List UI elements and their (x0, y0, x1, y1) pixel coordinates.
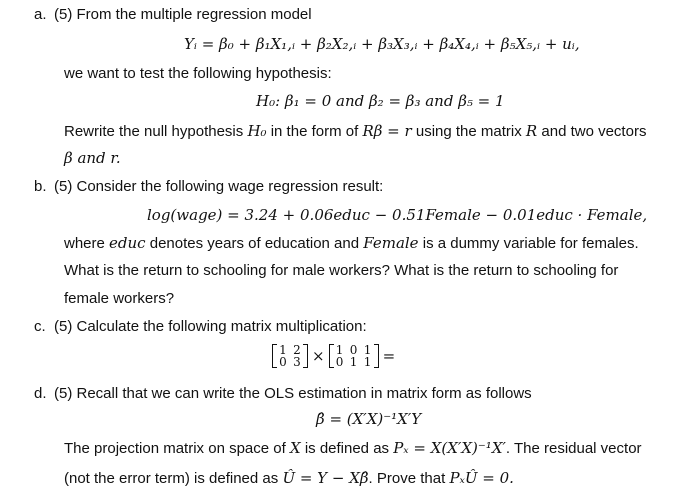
wage-regression-equation: log(wage) = 3.24 + 0.06educ − 0.51Female − 0.01educ · Female, (147, 206, 648, 224)
regression-model-equation: Yᵢ = β₀ + β₁X₁,ᵢ + β₂X₂,ᵢ + β₃X₃,ᵢ + β₄X₄,ᵢ + β₅X₅,ᵢ + uᵢ, (184, 35, 580, 53)
matrix-right: 1 0 1 0 1 1 (329, 344, 379, 368)
part-b-line5: female workers? (64, 290, 175, 307)
matrix-multiplication (272, 341, 395, 371)
part-b-line4: What is the return to schooling for male workers? What is the return to schooling for (64, 262, 619, 279)
null-hypothesis: H₀: β₁ = 0 and β₂ = β₃ and β₅ = 1 (256, 92, 505, 110)
part-a-line2: we want to test the following hypothesis: (64, 65, 332, 82)
part-c-prefix: (5) Calculate the following matrix multiplication: (54, 318, 367, 335)
part-a-line5: β and r. (64, 149, 121, 167)
part-a-line4: Rewrite the null hypothesis H₀ in the form of Rβ = r using the matrix R and two vectors (64, 122, 647, 140)
part-b-prefix: (5) Consider the following wage regression result: (54, 178, 384, 195)
part-d-label: d. (34, 385, 47, 402)
part-c-label: c. (34, 318, 46, 335)
part-d-line3: The projection matrix on space of X is defined as Pₓ = X(X′X)⁻¹X′. The residual vector (64, 439, 642, 457)
matrix-left: 1 2 0 3 (272, 344, 308, 368)
part-a-prefix: (5) From the multiple regression model (54, 6, 312, 23)
part-d-prefix: (5) Recall that we can write the OLS estimation in matrix form as follows (54, 385, 532, 402)
part-d-line4: (not the error term) is defined as Û = Y − Xβ̂. Prove that PₓÛ = 0. (64, 469, 514, 487)
ols-estimator-equation: β̂ = (X′X)⁻¹X′Y (316, 410, 422, 428)
equals-sign: = (382, 347, 396, 365)
part-a-label: a. (34, 6, 47, 23)
times-sign: × (312, 347, 325, 365)
part-b-line3: where educ denotes years of education and Female is a dummy variable for females. (64, 234, 639, 252)
part-b-label: b. (34, 178, 47, 195)
